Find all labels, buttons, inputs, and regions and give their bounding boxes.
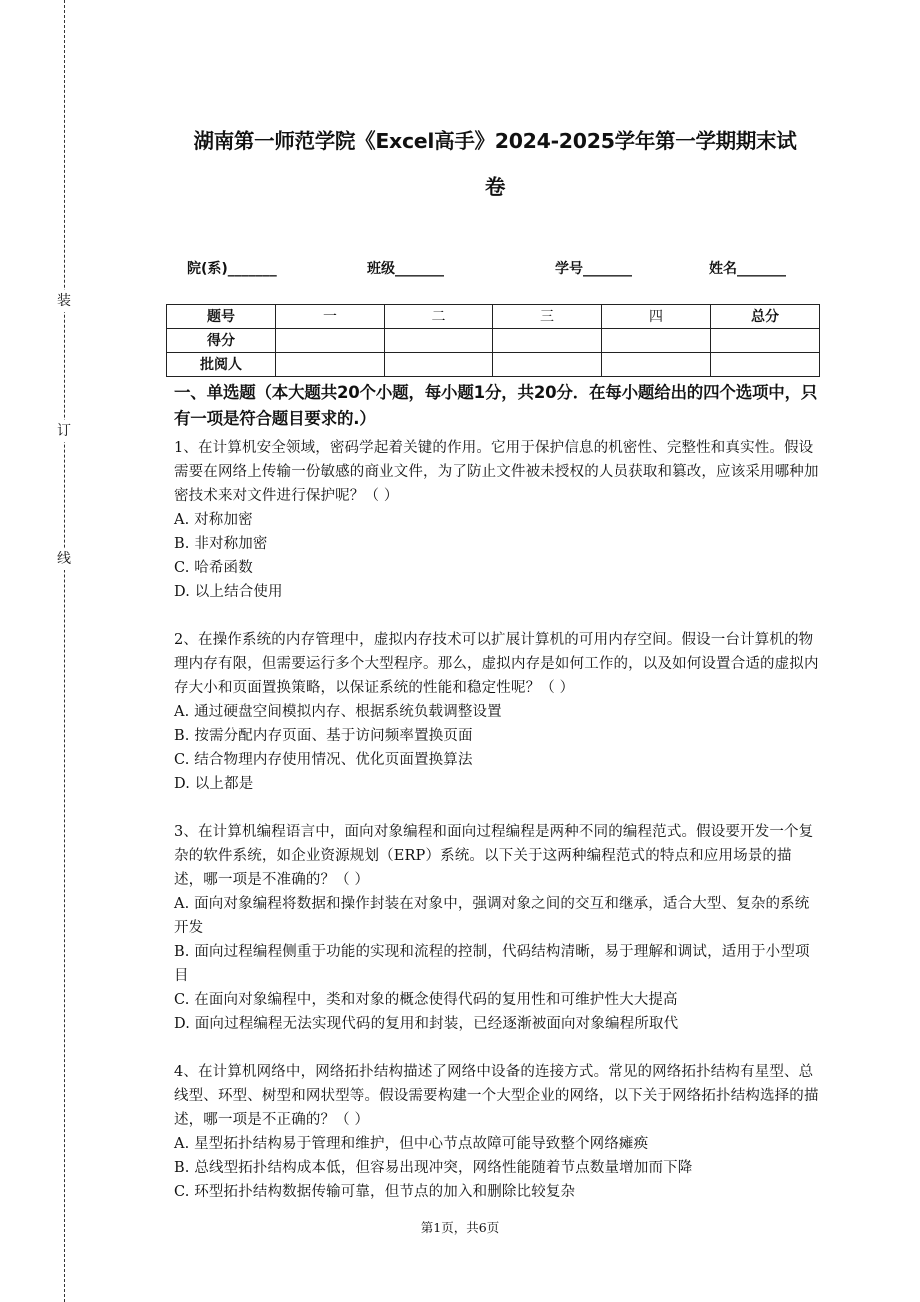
question-stem: 4、在计算机网络中，网络拓扑结构描述了网络中设备的连接方式。常见的网络拓扑结构有星型、总线型、环型、树型和网状型等。假设需要构建一个大型企业的网络，以下关于网络拓扑结构选择的描述，哪一项是不正确的？（ ）: [174, 1064, 819, 1128]
binding-char-xian: 线: [56, 548, 72, 570]
question-stem: 1、在计算机安全领域，密码学起着关键的作用。它用于保护信息的机密性、完整性和真实性。假设需要在网络上传输一份敏感的商业文件，为了防止文件被未授权的人员获取和篡改，应该采用哪种加密技术来对文件进行保护呢？（ ）: [174, 440, 819, 504]
score-cell[interactable]: [711, 329, 820, 353]
option-b[interactable]: B. 非对称加密: [174, 536, 268, 552]
reviewer-row: [167, 353, 820, 377]
score-cell[interactable]: [385, 329, 493, 353]
question-stem: 2、在操作系统的内存管理中，虚拟内存技术可以扩展计算机的可用内存空间。假设一台计算机的物理内存有限，但需要运行多个大型程序。那么，虚拟内存是如何工作的，以及如何设置合适的虚拟内存大小和页面置换策略，以保证系统的性能和稳定性呢？（ ）: [174, 632, 819, 696]
reviewer-cell[interactable]: [602, 353, 711, 377]
reviewer-cell[interactable]: [711, 353, 820, 377]
student-id-field[interactable]: 学号_______: [555, 261, 632, 277]
option-c[interactable]: C. 哈希函数: [174, 560, 253, 576]
score-cell[interactable]: [493, 329, 602, 353]
reviewer-cell[interactable]: [276, 353, 385, 377]
option-b[interactable]: B. 按需分配内存页面、基于访问频率置换页面: [174, 728, 473, 744]
option-c[interactable]: C. 在面向对象编程中，类和对象的概念使得代码的复用性和可维护性大大提高: [174, 992, 678, 1008]
question-3: [174, 820, 820, 1036]
score-cell[interactable]: [602, 329, 711, 353]
reviewer-cell[interactable]: [385, 353, 493, 377]
header-cell: 题号: [167, 305, 276, 329]
header-cell: 三: [493, 305, 602, 329]
exam-title-line2: 卷: [484, 175, 506, 199]
option-a[interactable]: A. 对称加密: [174, 512, 253, 528]
option-c[interactable]: C. 结合物理内存使用情况、优化页面置换算法: [174, 752, 473, 768]
option-b[interactable]: B. 面向过程编程侧重于功能的实现和流程的控制，代码结构清晰，易于理解和调试，适用于小型项目: [174, 944, 810, 984]
exam-title: [150, 118, 840, 210]
question-1: [174, 436, 820, 604]
exam-content: [174, 380, 820, 1204]
header-cell: 二: [385, 305, 493, 329]
student-info-row: [0, 258, 920, 282]
option-a[interactable]: A. 星型拓扑结构易于管理和维护，但中心节点故障可能导致整个网络瘫痪: [174, 1136, 649, 1152]
department-field[interactable]: 院(系)_______: [187, 261, 277, 277]
score-row: [167, 329, 820, 353]
option-c[interactable]: C. 环型拓扑结构数据传输可靠，但节点的加入和删除比较复杂: [174, 1184, 576, 1200]
exam-title-line1: 湖南第一师范学院《Excel高手》2024-2025学年第一学期期末试: [193, 129, 797, 153]
class-field[interactable]: 班级_______: [367, 261, 444, 277]
section-title: 一、单选题（本大题共20个小题，每小题1分，共20分．在每小题给出的四个选项中，只有一项是符合题目要求的.）: [174, 383, 818, 428]
question-stem: 3、在计算机编程语言中，面向对象编程和面向过程编程是两种不同的编程范式。假设要开发一个复杂的软件系统，如企业资源规划（ERP）系统。以下关于这两种编程范式的特点和应用场景的描述，哪一项是不准确的？（ ）: [174, 824, 814, 888]
row-label-reviewer: 批阅人: [167, 353, 276, 377]
reviewer-cell[interactable]: [493, 353, 602, 377]
option-a[interactable]: A. 面向对象编程将数据和操作封装在对象中，强调对象之间的交互和继承，适合大型、复杂的系统开发: [174, 896, 810, 936]
binding-char-ding: 订: [56, 420, 72, 442]
option-d[interactable]: D. 以上结合使用: [174, 584, 283, 600]
header-cell: 一: [276, 305, 385, 329]
header-cell: 四: [602, 305, 711, 329]
name-field[interactable]: 姓名_______: [709, 261, 786, 277]
score-table: [166, 304, 820, 377]
binding-char-zhuang: 装: [56, 290, 72, 312]
binding-dashed-line: [64, 0, 65, 1302]
option-b[interactable]: B. 总线型拓扑结构成本低，但容易出现冲突，网络性能随着节点数量增加而下降: [174, 1160, 693, 1176]
option-d[interactable]: D. 以上都是: [174, 776, 254, 792]
question-4: [174, 1060, 820, 1204]
page-footer: 第1页，共6页: [420, 1220, 500, 1235]
header-cell: 总分: [711, 305, 820, 329]
row-label-score: 得分: [167, 329, 276, 353]
score-table-header-row: [167, 305, 820, 329]
question-2: [174, 628, 820, 796]
score-cell[interactable]: [276, 329, 385, 353]
option-a[interactable]: A. 通过硬盘空间模拟内存、根据系统负载调整设置: [174, 704, 502, 720]
option-d[interactable]: D. 面向过程编程无法实现代码的复用和封装，已经逐渐被面向对象编程所取代: [174, 1016, 679, 1032]
